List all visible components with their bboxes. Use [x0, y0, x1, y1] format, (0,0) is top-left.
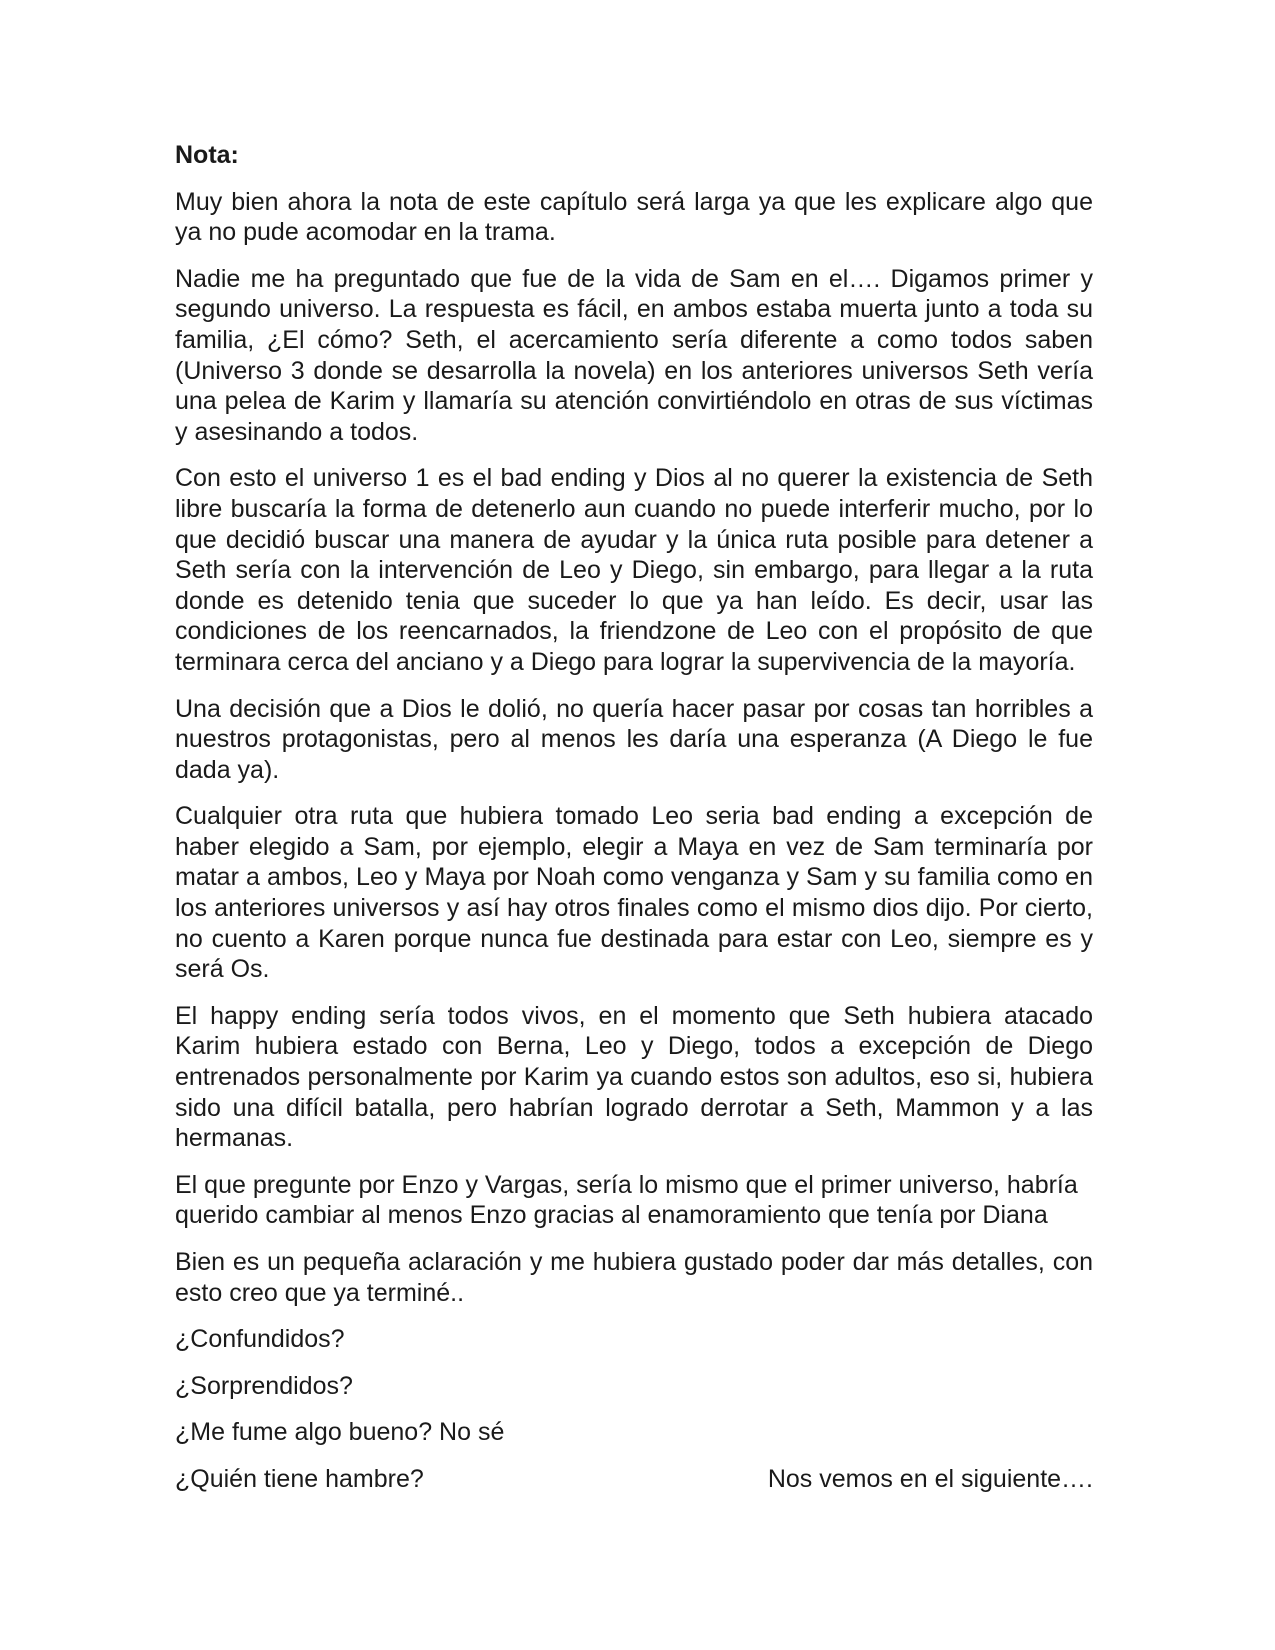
document-page — [175, 140, 1093, 1495]
closing-line — [175, 1464, 1093, 1495]
paragraph-clarification: Bien es un pequeña aclaración y me hubiera gustado poder dar más detalles, con esto creo que ya terminé.. — [175, 1248, 1093, 1307]
question-smoked: ¿Me fume algo bueno? No sé — [175, 1418, 505, 1447]
paragraph-intro: Muy bien ahora la nota de este capítulo será larga ya que les explicare algo que ya no pude acomodar en la trama. — [175, 187, 1093, 247]
question-surprised: ¿Sorprendidos? — [175, 1371, 353, 1400]
paragraph-other-routes: Cualquier otra ruta que hubiera tomado Leo seria bad ending a excepción de haber elegido a Sam, por ejemplo, elegir a Maya en vez de Sam terminaría por matar a ambos, Leo y Maya por Noah como venganza y Sam y su familia como en los anteriores universos y así hay otros finales como el mismo dios dijo. Por cierto, no cuento a Karen porque nunca fue destinada para estar con Leo, siempre es y será Os. — [175, 802, 1093, 984]
paragraph-sam-universes: Nadie me ha preguntado que fue de la vida de Sam en el…. Digamos primer y segundo universo. La respuesta es fácil, en ambos estaba muerta junto a toda su familia, ¿El cómo? Seth, el acercamiento sería diferente a como todos saben (Universo 3 donde se desarrolla la novela) en los anteriores universos Seth vería una pelea de Karim y llamaría su atención convirtiéndolo en otras de sus víctimas y asesinando a todos. — [175, 264, 1093, 446]
note-title: Nota: — [175, 141, 239, 169]
paragraph-enzo-vargas: El que pregunte por Enzo y Vargas, sería lo mismo que el primer universo, habría querido cambiar al menos Enzo gracias al enamoramiento que tenía por Diana — [175, 1170, 1078, 1230]
farewell-text: Nos vemos en el siguiente…. — [767, 1464, 1093, 1493]
paragraph-decision: Una decisión que a Dios le dolió, no quería hacer pasar por cosas tan horribles a nuestros protagonistas, pero al menos les daría una esperanza (A Diego le fue dada ya). — [175, 694, 1093, 784]
question-confused: ¿Confundidos? — [175, 1325, 345, 1354]
question-hungry: ¿Quién tiene hambre? — [175, 1464, 424, 1493]
paragraph-bad-ending: Con esto el universo 1 es el bad ending y Dios al no querer la existencia de Seth libre buscaría la forma de detenerlo aun cuando no puede interferir mucho, por lo que decidió buscar una manera de ayudar y la única ruta posible para detener a Seth sería con la intervención de Leo y Diego, sin embargo, para llegar a la ruta donde es detenido tenia que suceder lo que ya han leído. Es decir, usar las condiciones de los reencarnados, la friendzone de Leo con el propósito de que terminara cerca del anciano y a Diego para lograr la supervivencia de la mayoría. — [175, 464, 1093, 676]
paragraph-happy-ending: El happy ending sería todos vivos, en el momento que Seth hubiera atacado Karim hubiera estado con Berna, Leo y Diego, todos a excepción de Diego entrenados personalmente por Karim ya cuando estos son adultos, eso si, hubiera sido una difícil batalla, pero habrían logrado derrotar a Seth, Mammon y a las hermanas. — [175, 1001, 1093, 1153]
